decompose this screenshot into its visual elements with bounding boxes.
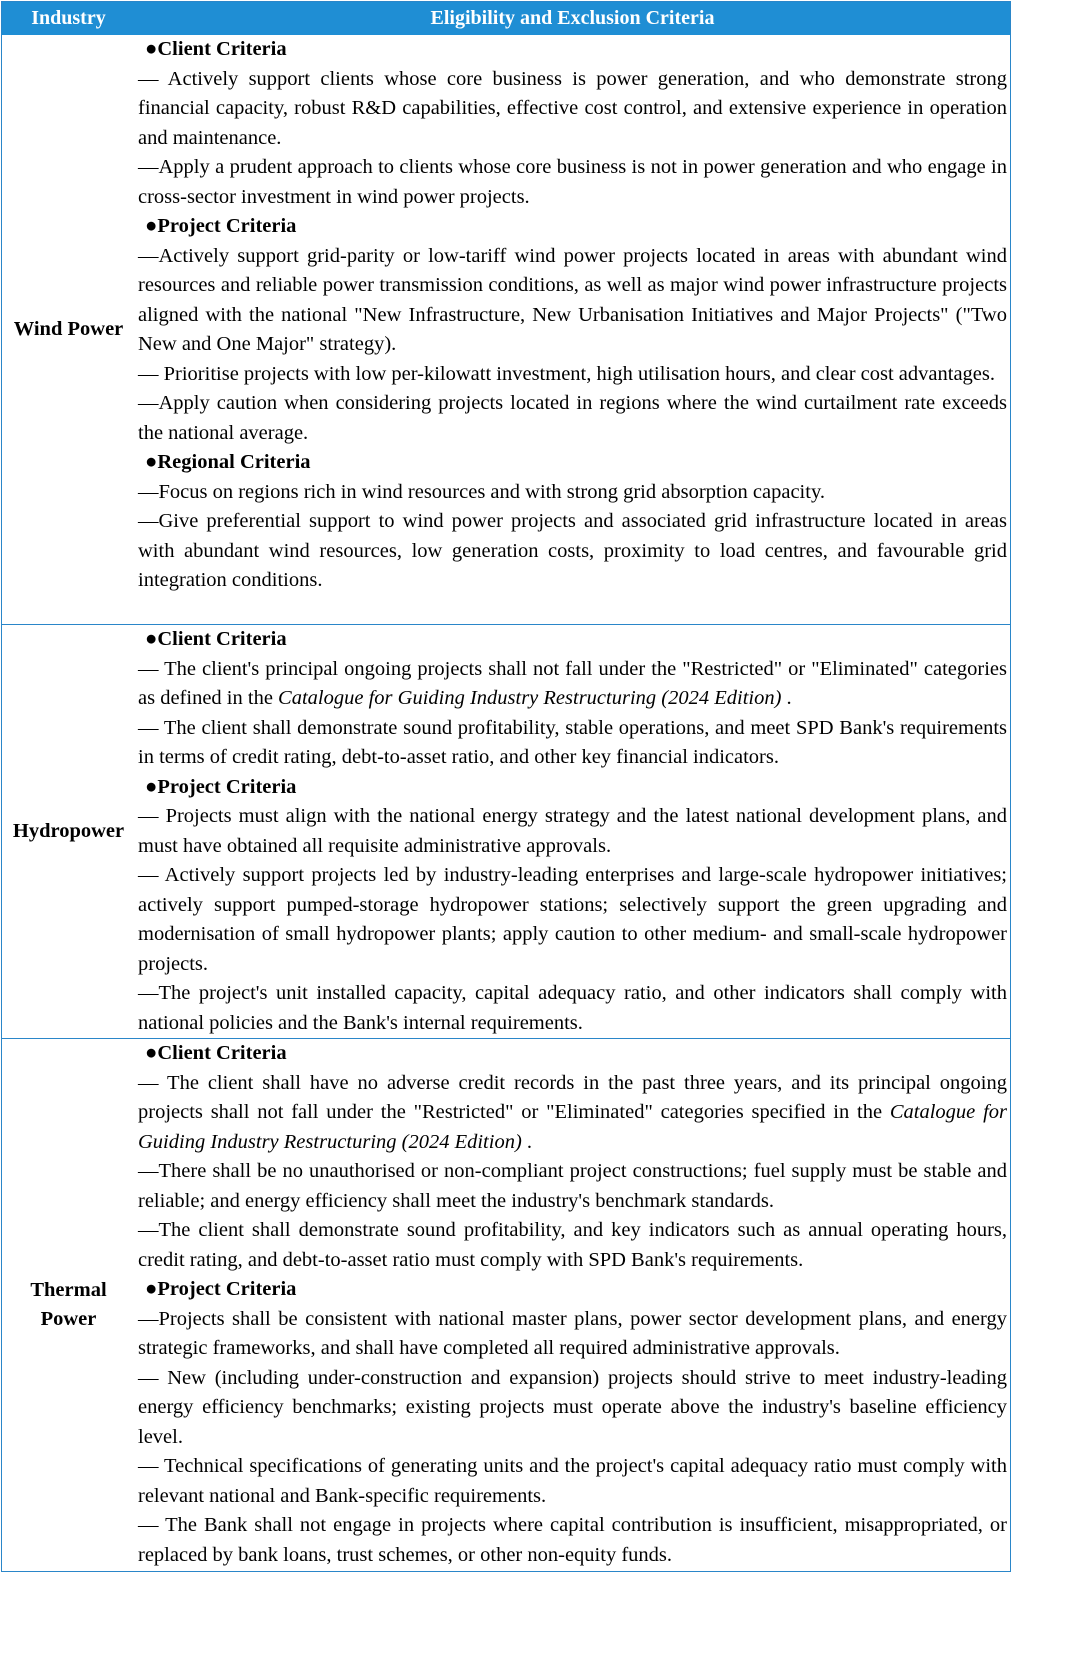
section-title: ●Project Criteria	[145, 1278, 297, 1300]
section-title: ●Client Criteria	[145, 38, 287, 60]
criteria-hydropower	[135, 625, 1010, 1038]
criteria-item: — The Bank shall not engage in projects where capital contribution is insufficient, misappropriated, or replaced by bank loans, trust schemes, or other non-equity funds.	[138, 1514, 1007, 1566]
section-title: ●Client Criteria	[145, 1042, 287, 1064]
header-industry: Industry	[31, 7, 106, 29]
criteria-item: —Apply a prudent approach to clients whose core business is not in power generation and who engage in cross-sector investment in wind power projects.	[138, 156, 1007, 208]
criteria-item: — The client shall demonstrate sound profitability, stable operations, and meet SPD Bank's requirements in terms of credit rating, debt-to-asset ratio, and other key financial indicators.	[138, 716, 1007, 768]
section-title: ●Project Criteria	[145, 215, 297, 237]
criteria-item: —The project's unit installed capacity, capital adequacy ratio, and other indicators shall comply with national policies and the Bank's internal requirements.	[138, 982, 1007, 1034]
criteria-item: — Projects must align with the national energy strategy and the latest national development plans, and must have obtained all requisite administrative approvals.	[138, 805, 1007, 857]
criteria-item: —Focus on regions rich in wind resources and with strong grid absorption capacity.	[138, 480, 825, 503]
criteria-item: — Actively support projects led by industry-leading enterprises and large-scale hydropower initiatives; actively support pumped-storage hydropower stations; selectively support the green upgrading and modernisation of small hydropower plants; apply caution to other medium- and small-scale hydropower projects.	[138, 864, 1007, 975]
criteria-item-text: — The client's principal ongoing projects shall not fall under the "Restricted" or "Eliminated" categories as defined in the	[138, 657, 1007, 709]
criteria-item: —Projects shall be consistent with national master plans, power sector development plans, and energy strategic frameworks, and shall have completed all required administrative approvals.	[138, 1307, 1007, 1359]
section-title: ●Regional Criteria	[145, 451, 311, 473]
industry-thermal-line1: Thermal	[30, 1279, 107, 1301]
criteria-thermal-power	[135, 1039, 1010, 1571]
criteria-item: —There shall be no unauthorised or non-compliant project constructions; fuel supply must be stable and reliable; and energy efficiency shall meet the industry's benchmark standards.	[138, 1160, 1007, 1212]
catalogue-end: .	[781, 687, 792, 709]
industry-hydropower: Hydropower	[12, 820, 125, 842]
criteria-item: —Give preferential support to wind power projects and associated grid infrastructure located in areas with abundant wind resources, low generation costs, proximity to load centres, and favourable grid integration conditions.	[138, 510, 1007, 591]
criteria-wind-power	[135, 35, 1010, 624]
row-wind-power	[2, 35, 1010, 624]
catalogue-end: .	[521, 1130, 533, 1153]
criteria-item: — Prioritise projects with low per-kilowatt investment, high utilisation hours, and clear cost advantages.	[138, 362, 995, 385]
section-title: ●Client Criteria	[145, 628, 287, 650]
criteria-item-text: — The client shall have no adverse credit records in the past three years, and its principal ongoing projects shall not fall under the "Restricted" or "Eliminated" categories specified in the	[138, 1071, 1007, 1123]
industry-thermal-power	[2, 1039, 135, 1571]
criteria-item	[138, 1069, 1007, 1158]
row-thermal-power	[2, 1038, 1010, 1571]
criteria-item: —Apply caution when considering projects located in regions where the wind curtailment rate exceeds the national average.	[138, 392, 1007, 444]
criteria-item: — New (including under-construction and expansion) projects should strive to meet industry-leading energy efficiency benchmarks; existing projects must operate above the industry's baseline efficiency level.	[138, 1366, 1007, 1448]
catalogue-title: Catalogue for Guiding Industry Restructuring (2024 Edition)	[138, 1101, 1007, 1153]
industry-thermal-line2: Power	[40, 1308, 97, 1330]
row-hydropower	[2, 624, 1010, 1038]
industry-wind-power: Wind Power	[13, 318, 124, 340]
criteria-item	[138, 655, 1007, 714]
header-criteria: Eligibility and Exclusion Criteria	[430, 7, 715, 29]
criteria-item: —The client shall demonstrate sound profitability, and key indicators such as annual operating hours, credit rating, and debt-to-asset ratio must comply with SPD Bank's requirements.	[138, 1219, 1007, 1271]
criteria-item: — Technical specifications of generating units and the project's capital adequacy ratio must comply with relevant national and Bank-specific requirements.	[138, 1455, 1007, 1507]
catalogue-title: Catalogue for Guiding Industry Restructuring (2024 Edition)	[278, 687, 782, 709]
table-header	[2, 2, 1010, 35]
criteria-table	[1, 1, 1011, 1572]
criteria-item: —Actively support grid-parity or low-tariff wind power projects located in areas with abundant wind resources and reliable power transmission conditions, as well as major wind power infrastructure projects aligned with the national "New Infrastructure, New Urbanisation Initiatives and Major Projects" ("Two New and One Major" strategy).	[138, 244, 1007, 355]
section-title: ●Project Criteria	[145, 775, 297, 798]
criteria-item: — Actively support clients whose core business is power generation, and who demonstrate strong financial capacity, robust R&D capabilities, effective cost control, and extensive experience in operation and maintenance.	[138, 67, 1007, 149]
